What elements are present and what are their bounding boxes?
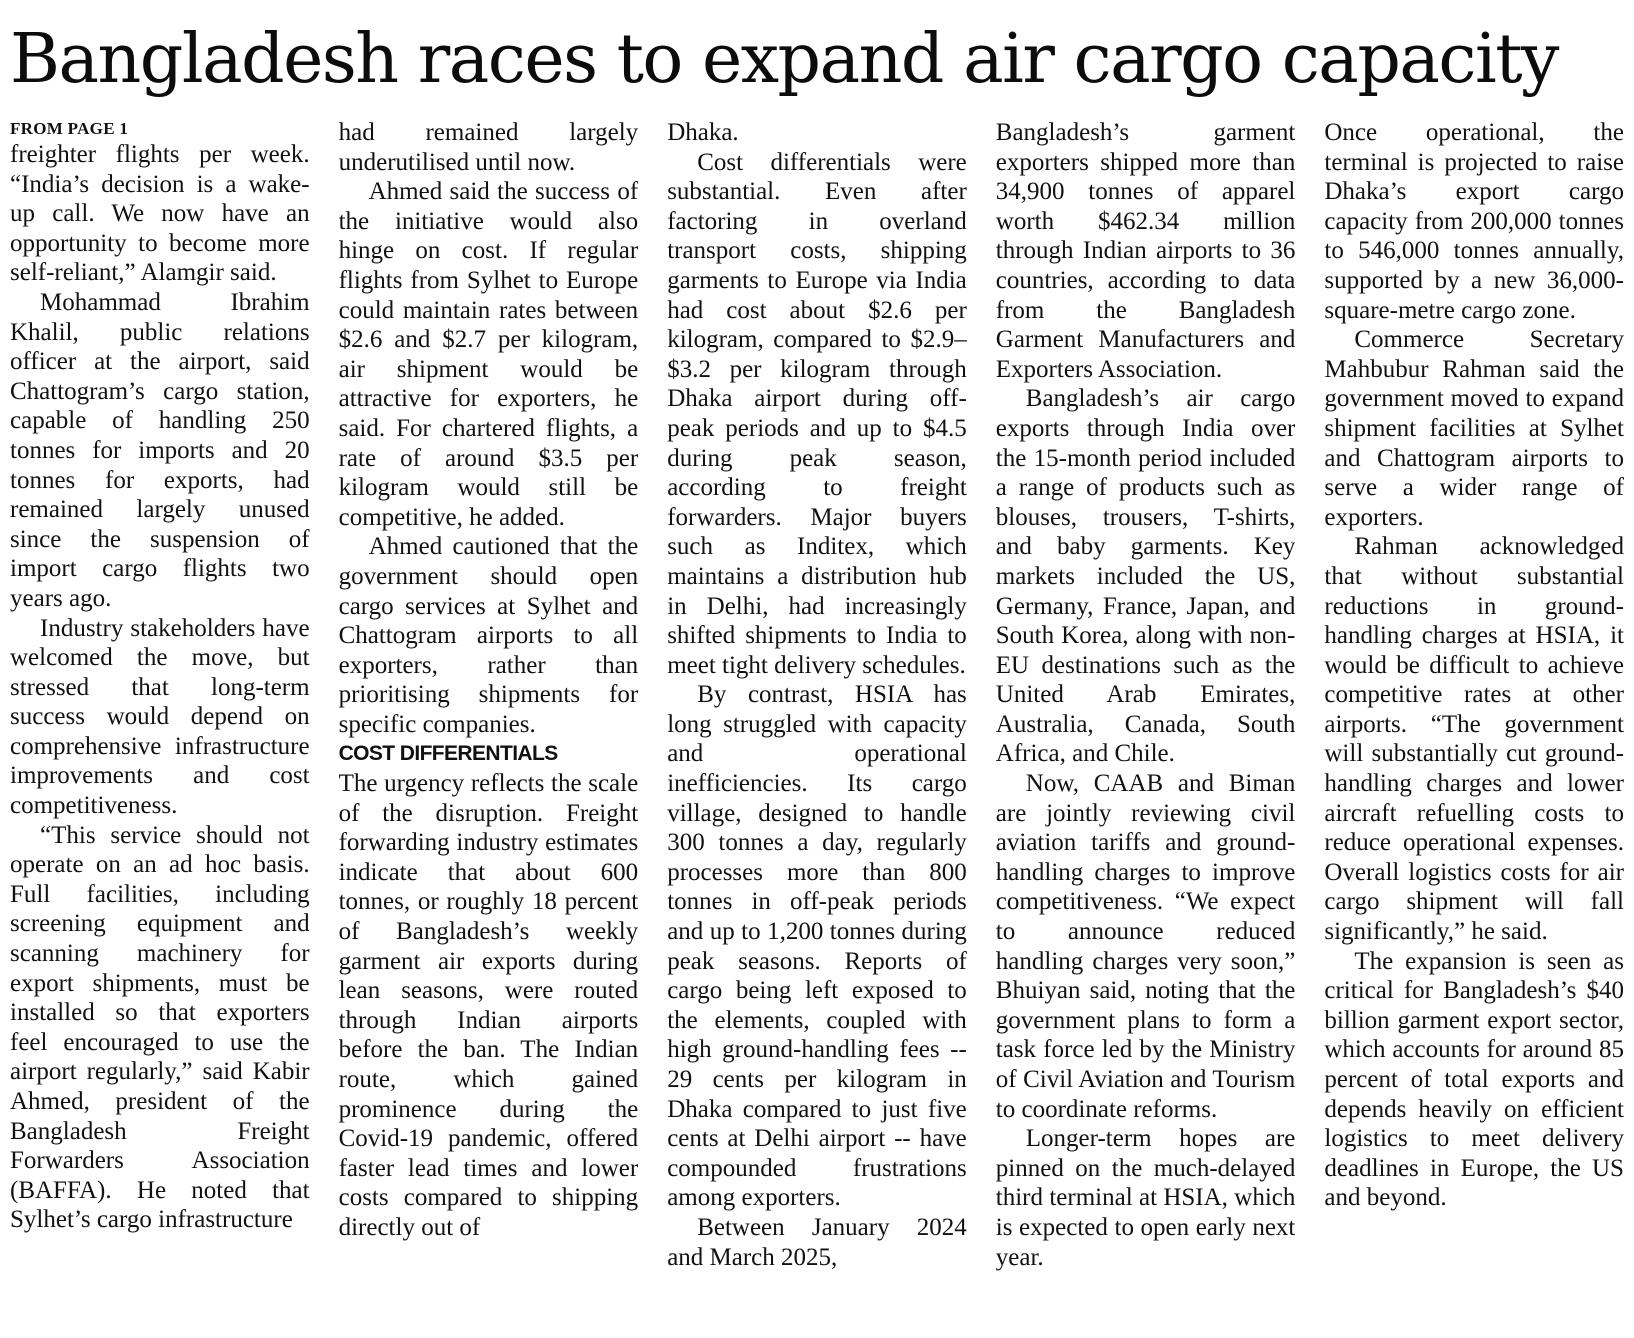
paragraph: Bangladesh’s air cargo exports through India over the 15-month period included a range of products such as blouses, trousers, T-shirts, and baby garments. Key markets included the US, Germany, France, Japan, and South Korea, along with non-EU destinations such as the United Arab Emirates, Australia, Canada, South Africa, and Chile.: [995, 385, 1296, 768]
paragraph: Dhaka.: [667, 119, 739, 146]
paragraph: Between January 2024 and March 2025,: [667, 1213, 967, 1271]
column-3: [667, 118, 967, 1330]
column-4: [996, 118, 1296, 1330]
paragraph: Commerce Secretary Mahbubur Rahman said the government moved to expand shipment facilities at Sylhet and Chattogram airports to serve a wider range of exporters.: [1324, 326, 1624, 531]
subhead-cost-differentials: COST DIFFERENTIALS: [338, 742, 558, 766]
paragraph: Bangladesh’s garment exporters shipped more than 34,900 tonnes of apparel worth $462.34 million through Indian airports to 36 countries, according to data from the Bangladesh Garment Manufacturers and Exporters Association.: [995, 119, 1296, 383]
paragraph: Industry stakeholders have welcomed the move, but stressed that long-term success would depend on comprehensive infrastructure improvements and cost competitiveness.: [10, 614, 310, 820]
paragraph: Ahmed cautioned that the government should open cargo services at Sylhet and Chattogram airports to all exporters, rather than prioritising shipments for specific companies.: [338, 533, 639, 738]
paragraph: had remained largely underutilised until now.: [338, 119, 639, 176]
paragraph: Ahmed said the success of the initiative would also hinge on cost. If regular flights from Sylhet to Europe could maintain rates between $2.6 and $2.7 per kilogram, air shipment would be attractive for exporters, he said. For chartered flights, a rate of around $3.5 per kilogram would still be competitive, he added.: [338, 178, 639, 531]
kicker-from-page-1: FROM PAGE 1: [10, 119, 129, 138]
paragraph: The expansion is seen as critical for Bangladesh’s $40 billion garment export sector, which accounts for around 85 percent of total exports and depends heavily on efficient logistics to meet delivery deadlines in Europe, the US and beyond.: [1324, 947, 1624, 1212]
paragraph: freighter flights per week. “India’s decision is a wake-up call. We now have an opportunity to become more self-reliant,” Alamgir said.: [10, 141, 310, 287]
paragraph: Once operational, the terminal is projected to raise Dhaka’s export cargo capacity from 200,000 tonnes to 546,000 tonnes annually, supported by a new 36,000-square-metre cargo zone.: [1324, 119, 1624, 324]
column-1: [10, 118, 310, 1330]
column-2: [339, 118, 639, 1330]
paragraph: By contrast, HSIA has long struggled with capacity and operational inefficiencies. Its cargo village, designed to handle 300 tonnes a day, regularly processes more than 800 tonnes in off-peak periods and up to 1,200 tonnes during peak seasons. Reports of cargo being left exposed to the elements, coupled with high ground-handling fees -- 29 cents per kilogram in Dhaka compared to just five cents at Delhi airport -- have compounded frustrations among exporters.: [667, 681, 967, 1212]
paragraph: “This service should not operate on an ad hoc basis. Full facilities, including screening equipment and scanning machinery for export shipments, must be installed so that exporters feel encouraged to use the airport regularly,” said Kabir Ahmed, president of the Bangladesh Freight Forwarders Association (BAFFA). He noted that Sylhet’s cargo infrastructure: [10, 821, 310, 1234]
paragraph: The urgency reflects the scale of the disruption. Freight forwarding industry estimates indicate that about 600 tonnes, or roughly 18 percent of Bangladesh’s weekly garment air exports during lean seasons, were routed through Indian airports before the ban. The Indian route, which gained prominence during the Covid-19 pandemic, offered faster lead times and lower costs compared to shipping directly out of: [338, 770, 639, 1241]
paragraph: Longer-term hopes are pinned on the much-delayed third terminal at HSIA, which is expected to open early next year.: [995, 1125, 1296, 1271]
paragraph: Cost differentials were substantial. Even after factoring in overland transport costs, shipping garments to Europe via India had cost about $2.6 per kilogram, compared to $2.9–$3.2 per kilogram through Dhaka airport during off-peak periods and up to $4.5 during peak season, according to freight forwarders. Major buyers such as Inditex, which maintains a distribution hub in Delhi, had increasingly shifted shipments to India to meet tight delivery schedules.: [667, 148, 967, 679]
headline: Bangladesh races to expand air cargo capacity: [10, 20, 1558, 99]
paragraph: Rahman acknowledged that without substantial reductions in ground-handling charges at HSIA, it would be difficult to achieve competitive rates at other airports. “The government will substantially cut ground-handling charges and lower aircraft refuelling costs to reduce operational expenses. Overall logistics costs for air cargo shipment will fall significantly,” he said.: [1324, 533, 1624, 946]
paragraph: Mohammad Ibrahim Khalil, public relations officer at the airport, said Chattogram’s cargo station, capable of handling 250 tonnes for imports and 20 tonnes for exports, had remained largely unused since the suspension of import cargo flights two years ago.: [10, 288, 310, 612]
paragraph: Now, CAAB and Biman are jointly reviewing civil aviation tariffs and ground-handling charges to improve competitiveness. “We expect to announce reduced handling charges very soon,” Bhuiyan said, noting that the government plans to form a task force led by the Ministry of Civil Aviation and Tourism to coordinate reforms.: [995, 770, 1296, 1123]
article-columns: [10, 118, 1624, 1330]
column-5: [1324, 118, 1624, 1330]
